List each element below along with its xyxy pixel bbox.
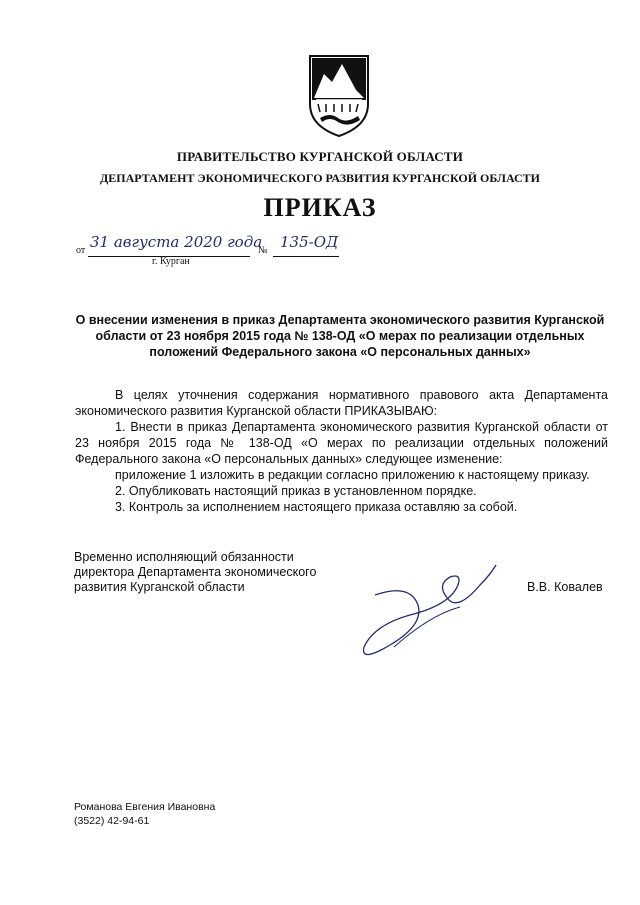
item-1: 1. Внести в приказ Департамента экономического развития Курганской области от 23 ноября 2015 года № 138-ОД «О мерах по реализации отдельных положений Федерального закона «О персональных данных» следующее изменение: (75, 420, 608, 466)
position-line-3: развития Курганской области (74, 580, 245, 594)
signatory-position (74, 550, 316, 595)
executor-phone: (3522) 42-94-61 (74, 815, 150, 827)
executor-name: Романова Евгения Ивановна (74, 801, 216, 813)
government-name: ПРАВИТЕЛЬСТВО КУРГАНСКОЙ ОБЛАСТИ (176, 149, 464, 164)
position-line-2: директора Департамента экономического (74, 565, 317, 579)
handwritten-date: 31 августа 2020 года (90, 233, 263, 251)
from-label: от (76, 245, 86, 256)
handwritten-number: 135-ОД (280, 233, 339, 251)
intro-paragraph: В целях уточнения содержания нормативного правового акта Департамента экономического развития Курганской области ПРИКАЗЫВАЮ: (75, 388, 608, 418)
department-name: ДЕПАРТАМЕНТ ЭКОНОМИЧЕСКОГО РАЗВИТИЯ КУРГАНСКОЙ ОБЛАСТИ (99, 171, 541, 185)
item-2: 2. Опубликовать настоящий приказ в установленном порядке. (115, 484, 477, 498)
item-3: 3. Контроль за исполнением настоящего приказа оставляю за собой. (115, 500, 518, 514)
item-1-detail: приложение 1 изложить в редакции согласно приложению к настоящему приказу. (115, 468, 590, 482)
number-underline (273, 256, 339, 257)
kurgan-region-crest-icon (304, 52, 374, 138)
number-label: № (258, 245, 268, 256)
position-line-1: Временно исполняющий обязанности (74, 550, 294, 564)
handwritten-signature (340, 555, 500, 665)
document-title: ПРИКАЗ (263, 193, 377, 222)
city-label: г. Курган (152, 256, 190, 267)
order-subject: О внесении изменения в приказ Департамента экономического развития Курганской области от 23 ноября 2015 года № 138-ОД «О мерах по реализации отдельных положений Федерального закона «О персональных данных» (75, 313, 605, 359)
executor-block (74, 800, 215, 828)
signatory-name: В.В. Ковалев (527, 580, 603, 594)
